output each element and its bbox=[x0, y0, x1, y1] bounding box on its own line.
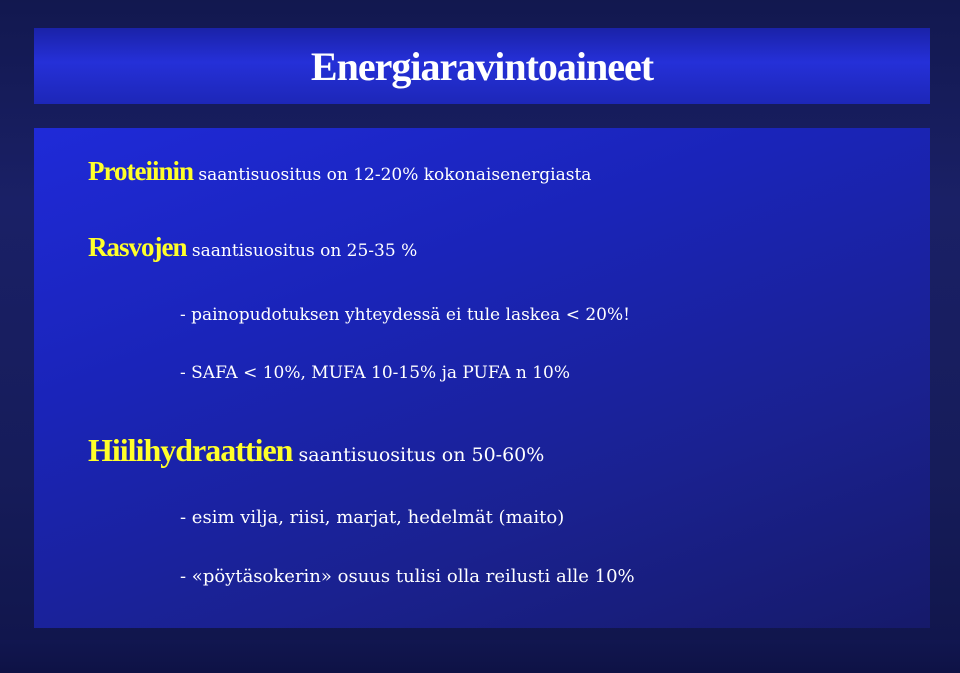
fat-text: saantisuositus on 25-35 % bbox=[186, 241, 418, 261]
fat-line bbox=[88, 232, 417, 263]
fat-note-fatty-acids: - SAFA < 10%, MUFA 10-15% ja PUFA n 10% bbox=[180, 363, 571, 383]
slide-title: Energiaravintoaineet bbox=[310, 43, 654, 89]
carb-keyword: Hiilihydraattien bbox=[88, 432, 293, 468]
title-bar bbox=[34, 28, 930, 104]
carb-line bbox=[88, 432, 544, 469]
carb-note-sources: - esim vilja, riisi, marjat, hedelmät (maito) bbox=[180, 507, 565, 528]
protein-text: saantisuositus on 12-20% kokonaisenergiasta bbox=[193, 165, 592, 185]
protein-keyword: Proteiinin bbox=[88, 156, 194, 186]
carb-note-sugar: - «pöytäsokerin» osuus tulisi olla reilusti alle 10% bbox=[180, 566, 635, 587]
fat-keyword: Rasvojen bbox=[88, 232, 187, 262]
bottom-band bbox=[0, 640, 960, 673]
protein-line bbox=[88, 156, 591, 187]
fat-note-weight-loss: - painopudotuksen yhteydessä ei tule laskea < 20%! bbox=[180, 305, 630, 325]
carb-text: saantisuositus on 50-60% bbox=[292, 444, 545, 466]
